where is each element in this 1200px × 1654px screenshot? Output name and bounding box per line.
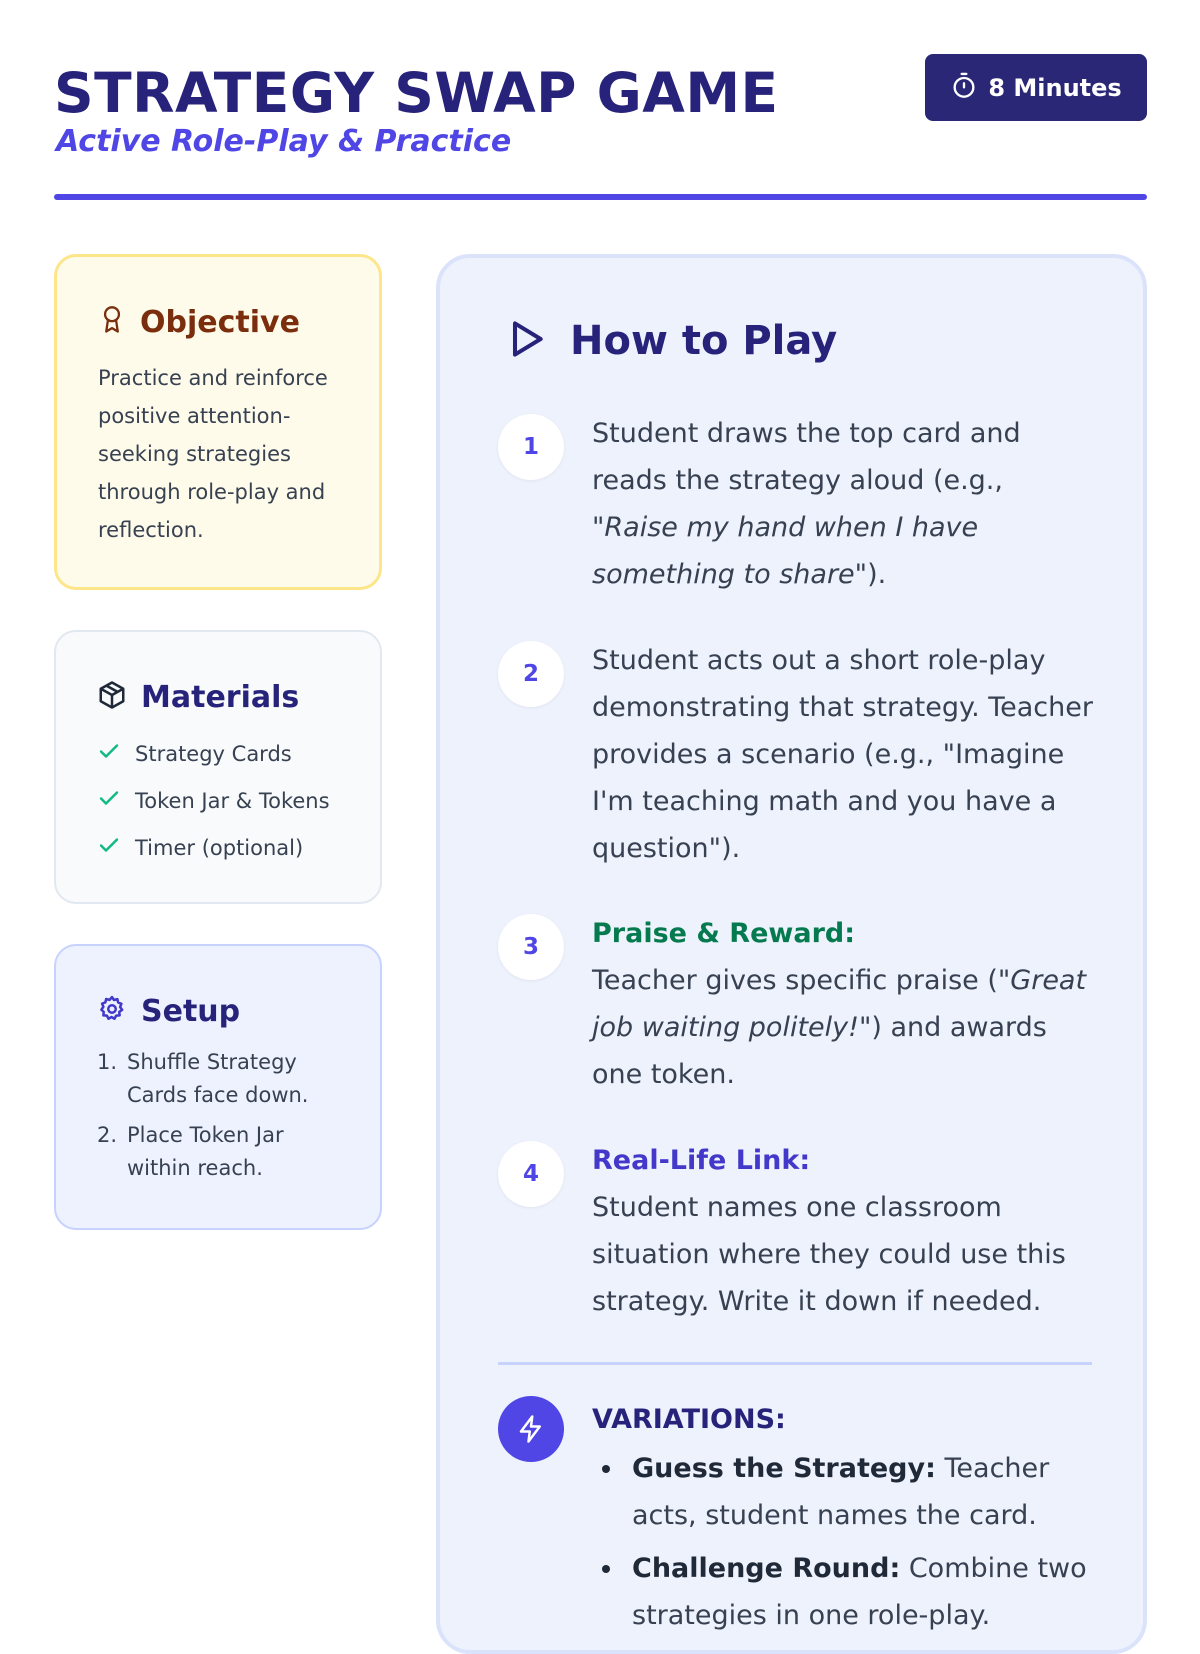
- list-item: [97, 730, 342, 777]
- how-to-play-label: How to Play: [570, 318, 838, 364]
- page-title: STRATEGY SWAP GAME: [54, 61, 779, 125]
- step-label: Praise & Reward:: [592, 918, 856, 949]
- materials-heading: [97, 672, 342, 722]
- setup-list: [97, 1046, 350, 1185]
- materials-list: [97, 730, 342, 871]
- variations-list: [592, 1445, 1097, 1639]
- package-icon: [97, 680, 127, 714]
- header-divider: [54, 194, 1147, 200]
- materials-label: Materials: [141, 679, 300, 715]
- setup-card: [54, 944, 382, 1230]
- objective-card: [54, 254, 382, 590]
- step-text-part: Student draws the top card and reads the strategy aloud (e.g.,: [592, 418, 1021, 496]
- step-number-badge: 3: [498, 914, 564, 980]
- list-item: [97, 1046, 350, 1112]
- duration-label: 8 Minutes: [988, 73, 1122, 102]
- objective-heading: [98, 297, 341, 347]
- step-quote: "Great job waiting politely!": [592, 965, 1087, 1043]
- setup-step-text: Place Token Jar within reach.: [127, 1123, 284, 1180]
- duration-badge: [925, 54, 1147, 121]
- how-to-play-card: [436, 254, 1147, 1654]
- setup-step-number: 2.: [97, 1123, 118, 1147]
- page-header: [54, 54, 1147, 204]
- variation-name: Challenge Round:: [632, 1553, 901, 1584]
- step-number-badge: 1: [498, 414, 564, 480]
- step-text: [592, 1137, 1097, 1325]
- step-text: [592, 910, 1097, 1098]
- step-number-badge: 2: [498, 641, 564, 707]
- check-icon: [97, 833, 121, 862]
- step-text-part: ) and awards one token.: [592, 1012, 1047, 1090]
- variations-section: [592, 1396, 1097, 1645]
- step-quote: "Raise my hand when I have something to share": [592, 512, 979, 590]
- step-text-part: ).: [867, 559, 887, 590]
- page-subtitle: Active Role-Play & Practice: [56, 124, 512, 159]
- play-icon: [504, 316, 548, 366]
- check-icon: [97, 786, 121, 815]
- variation-text: Teacher acts, student names the card.: [632, 1453, 1050, 1531]
- setup-label: Setup: [141, 993, 241, 1029]
- material-item-label: Strategy Cards: [135, 741, 292, 766]
- step-label: Real-Life Link:: [592, 1145, 811, 1176]
- list-item: [97, 1119, 350, 1185]
- award-icon: [98, 305, 126, 339]
- list-item: [97, 824, 342, 871]
- how-to-play-heading: [504, 316, 837, 366]
- check-icon: [97, 739, 121, 768]
- lightning-icon: [498, 1396, 564, 1462]
- gear-icon: [97, 994, 127, 1028]
- objective-text: Practice and reinforce positive attention-seeking strategies through role-play and reflection.: [98, 366, 328, 542]
- material-item-label: Token Jar & Tokens: [135, 788, 330, 813]
- materials-card: [54, 630, 382, 904]
- variations-label: VARIATIONS:: [592, 1404, 786, 1435]
- setup-step-text: Shuffle Strategy Cards face down.: [127, 1050, 309, 1107]
- material-item-label: Timer (optional): [135, 835, 304, 860]
- section-divider: [498, 1362, 1092, 1365]
- setup-step-number: 1.: [97, 1050, 118, 1074]
- step-number-badge: 4: [498, 1141, 564, 1207]
- step-text: [592, 410, 1097, 598]
- list-item: [592, 1545, 1097, 1639]
- step-text-part: Teacher gives specific praise (: [592, 965, 998, 996]
- objective-label: Objective: [140, 304, 300, 340]
- variation-name: Guess the Strategy:: [632, 1453, 936, 1484]
- step-text: Student acts out a short role-play demonstrating that strategy. Teacher provides a scenario (e.g., "Imagine I'm teaching math and you have a question").: [592, 645, 1093, 864]
- stopwatch-icon: [950, 71, 978, 105]
- list-item: [592, 1445, 1097, 1539]
- variation-text: Combine two strategies in one role-play.: [632, 1553, 1087, 1631]
- setup-heading: [97, 986, 350, 1036]
- list-item: [97, 777, 342, 824]
- step-text-part: Student names one classroom situation where they could use this strategy. Write it down if needed.: [592, 1192, 1066, 1317]
